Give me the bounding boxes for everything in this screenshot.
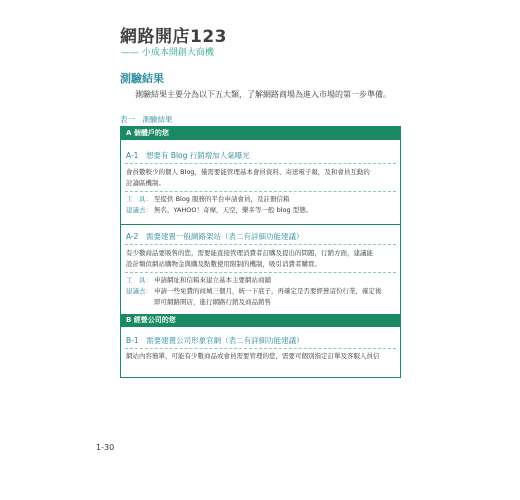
category-a-header: A 個體戶的您: [121, 127, 400, 140]
item-a2-separator-2: [125, 272, 396, 273]
item-a2-tool: 工 具： 申請網址和信箱來建立基本主要網站商鋪: [126, 276, 271, 284]
page-number: 1-30: [96, 443, 115, 452]
item-b1-title: B-1 需要建置公司形象官網（表二有詳細功能建議）: [126, 336, 304, 345]
item-b1-separator: [125, 348, 396, 349]
category-b-header: B 經營公司的您: [121, 314, 400, 327]
intro-paragraph: 測驗結果主要分為以下五大類，了解網路商場為進入市場的第一步準備。: [135, 90, 391, 99]
section-heading: 測驗結果: [120, 72, 164, 85]
table-caption: 表一 測驗結果: [120, 115, 173, 124]
results-table: [120, 126, 401, 378]
item-a1-title: A-1 想要有 Blog 行銷增加人氣曝光: [126, 151, 250, 160]
item-a2-advice: 建議去： 申請一些免費的商城三個月，統一下底子，再確定是否要經營這份行業，確定後: [126, 287, 382, 295]
item-a2-title: A-2 需要建置一般網路架站（表二有詳細功能建議）: [126, 232, 304, 241]
item-a1-description: 會員數較少的個人 Blog，僅需要能管理基本會員資料、寄送電子報，及和會員互動的 討論區機制。: [126, 168, 370, 187]
item-divider: [121, 224, 400, 225]
item-a1-advice: 建議去： 無名，YAHOO！奇摩，天空，樂多等一般 blog 型態。: [126, 206, 313, 214]
book-title: 網路開店123: [120, 27, 227, 47]
item-a1-separator-2: [125, 191, 396, 192]
item-a2-advice-cont: 即可網路開店，進行網路行銷及商品銷售: [154, 298, 271, 306]
item-a1-separator: [125, 163, 396, 164]
item-a2-description: 有少數商品要販售的您，需要能直接管理消費者訂購及提出的問題，行銷方面，建議能 設計類似網站購物金與購及點數使用限制的機制，吸引消費者購買。: [126, 249, 373, 268]
item-a2-separator: [125, 244, 396, 245]
item-a1-tool: 工 具： 至提供 Blog 服務的平台申請會員，及註冊信箱: [126, 195, 290, 203]
book-subtitle: —— 小成本開創大商機: [121, 48, 214, 58]
item-b1-description: 網站內容簡單，可能有少數商品或會員需要管理的您，需要可個別指定訂單及客服人員信: [126, 352, 380, 360]
